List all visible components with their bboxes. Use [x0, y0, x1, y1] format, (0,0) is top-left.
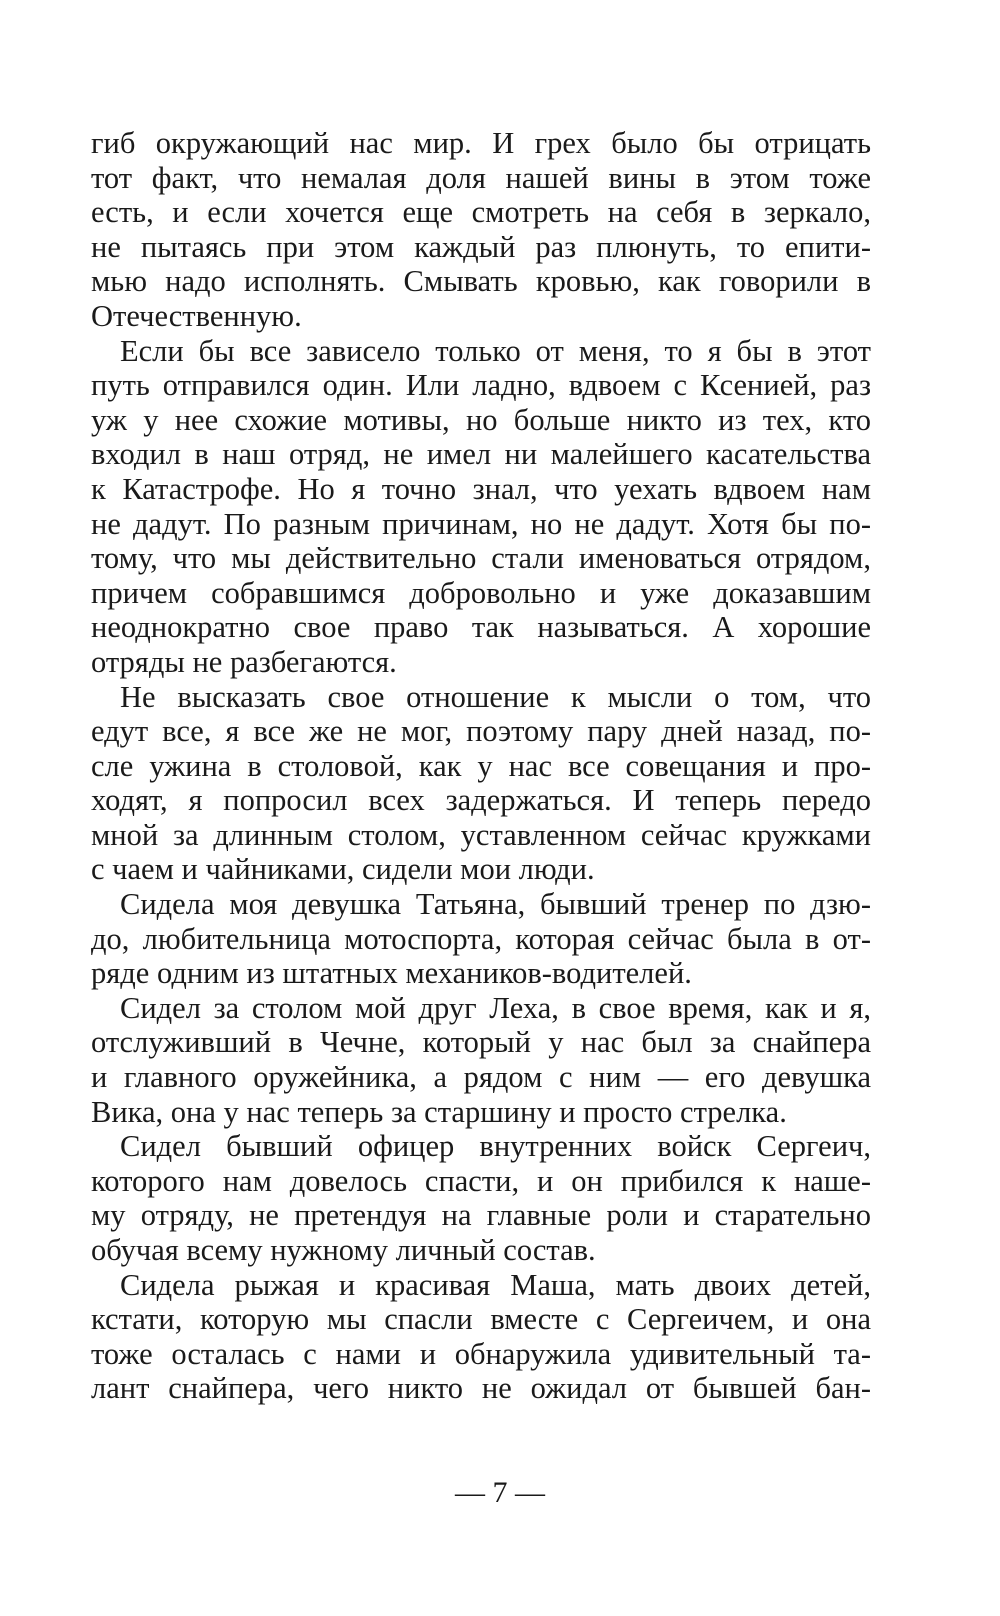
text-line: входил в наш отряд, не имел ни малейшего касательства — [91, 437, 871, 472]
text-line: не пытаясь при этом каждый раз плюнуть, то епити- — [91, 229, 871, 264]
text-line: Не высказать свое отношение к мысли о том, что — [120, 679, 871, 714]
text-line: не дадут. По разным причинам, но не дадут. Хотя бы по- — [91, 506, 871, 541]
text-line: с чаем и чайниками, сидели мои люди. — [91, 852, 595, 887]
text-line: причем собравшимся добровольно и уже доказавшим — [91, 575, 871, 610]
text-line: к Катастрофе. Но я точно знал, что уехать вдвоем нам — [91, 471, 871, 506]
text-line: которого нам довелось спасти, и он прибился к наше- — [91, 1163, 871, 1198]
text-line: мной за длинным столом, уставленном сейчас кружками — [91, 817, 871, 852]
text-line: Отечественную. — [91, 298, 302, 333]
text-line: ряде одним из штатных механиков-водителей. — [91, 956, 692, 991]
paragraph — [91, 126, 871, 334]
text-line: Сидела моя девушка Татьяна, бывший тренер по дзю- — [120, 887, 871, 922]
text-line: Сидел бывший офицер внутренних войск Сергеич, — [120, 1129, 871, 1164]
text-line: едут все, я все же не мог, поэтому пару дней назад, по- — [91, 714, 871, 749]
paragraph — [91, 680, 871, 888]
text-line: отряды не разбегаются. — [91, 644, 397, 679]
text-line: мью надо исполнять. Смывать кровью, как говорили в — [91, 264, 871, 299]
text-line: и главного оружейника, а рядом с ним — его девушка — [91, 1060, 871, 1095]
text-line: неоднократно свое право так называться. А хорошие — [91, 610, 871, 645]
text-line: тоже осталась с нами и обнаружила удивительный та- — [91, 1336, 871, 1371]
text-line: обучая всему нужному личный состав. — [91, 1233, 596, 1267]
text-line: уж у нее схожие мотивы, но больше никто из тех, кто — [91, 402, 871, 437]
paragraph — [91, 1129, 871, 1267]
text-line: гиб окружающий нас мир. И грех было бы отрицать — [91, 126, 871, 160]
body-text — [91, 126, 871, 1406]
text-line: Сидел за столом мой друг Леха, в свое время, как и я, — [120, 990, 871, 1025]
text-line: Если бы все зависело только от меня, то я бы в этот — [120, 333, 871, 368]
paragraph — [91, 991, 871, 1129]
paragraph — [91, 1268, 871, 1406]
text-line: лант снайпера, чего никто не ожидал от бывшей бан- — [91, 1371, 871, 1406]
text-line: до, любительница мотоспорта, которая сейчас была в от- — [91, 921, 871, 956]
text-line: путь отправился один. Или ладно, вдвоем с Ксенией, раз — [91, 368, 871, 403]
text-line: сле ужина в столовой, как у нас все совещания и про- — [91, 748, 871, 783]
text-line: тому, что мы действительно стали именоваться отрядом, — [91, 541, 871, 576]
text-line: тот факт, что немалая доля нашей вины в этом тоже — [91, 160, 871, 195]
text-line: му отряду, не претендуя на главные роли и старательно — [91, 1198, 871, 1233]
text-line: кстати, которую мы спасли вместе с Сергеичем, и она — [91, 1302, 871, 1337]
text-line: отслуживший в Чечне, который у нас был за снайпера — [91, 1025, 871, 1060]
text-line: Вика, она у нас теперь за старшину и просто стрелка. — [91, 1094, 787, 1129]
paragraph — [91, 334, 871, 680]
text-line: ходят, я попросил всех задержаться. И теперь передо — [91, 783, 871, 818]
text-line: Сидела рыжая и красивая Маша, мать двоих детей, — [120, 1267, 871, 1302]
paragraph — [91, 887, 871, 991]
text-line: есть, и если хочется еще смотреть на себя в зеркало, — [91, 195, 871, 230]
page-number: — 7 — — [455, 1476, 545, 1509]
